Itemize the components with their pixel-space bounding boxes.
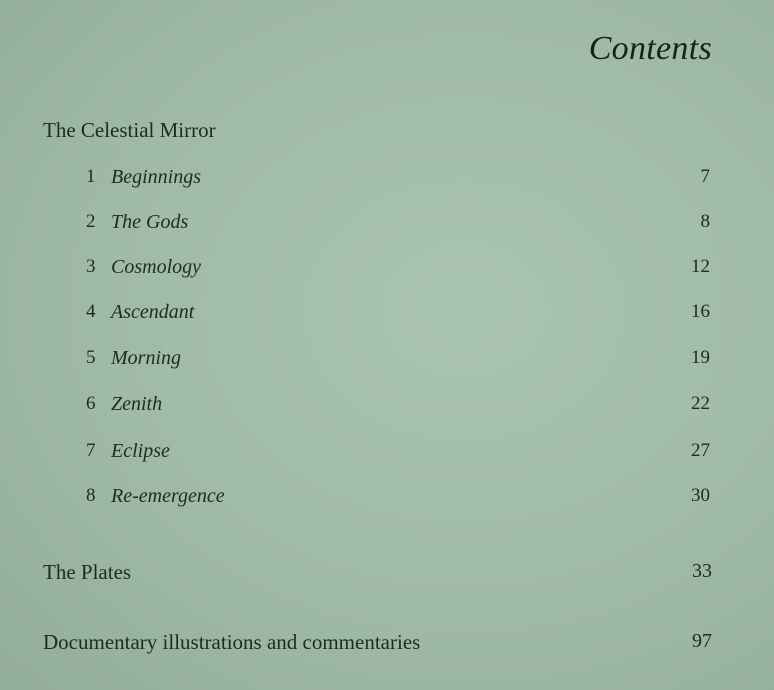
chapter-number: 8 (86, 485, 96, 506)
chapter-entry (0, 256, 774, 286)
documentary-page-number: 97 (692, 630, 712, 652)
chapter-title: Re-emergence (111, 485, 225, 507)
plates-label: The Plates (43, 560, 132, 584)
chapter-number: 5 (86, 347, 96, 368)
chapter-entry (0, 166, 774, 196)
chapter-title: Beginnings (111, 166, 201, 188)
chapter-page-number: 8 (700, 211, 710, 232)
chapter-title: Zenith (111, 393, 163, 415)
plates-page-number: 33 (692, 560, 712, 582)
chapter-page-number: 7 (700, 166, 710, 187)
chapter-number: 4 (86, 301, 96, 322)
page-title: Contents (588, 30, 712, 67)
chapter-entry (0, 211, 774, 241)
chapter-page-number: 30 (691, 485, 710, 506)
chapter-page-number: 27 (691, 440, 710, 461)
chapter-page-number: 19 (691, 347, 710, 368)
chapter-entry (0, 301, 774, 331)
chapter-number: 3 (86, 256, 96, 277)
chapter-title: Ascendant (111, 301, 195, 323)
documentary-label: Documentary illustrations and commentaries (43, 630, 421, 654)
chapter-title: The Gods (111, 211, 189, 233)
chapter-entry (0, 485, 774, 515)
plates-entry (0, 560, 774, 590)
chapter-entry (0, 347, 774, 377)
chapter-page-number: 16 (691, 301, 710, 322)
chapter-number: 1 (86, 166, 96, 187)
chapter-number: 6 (86, 393, 96, 414)
chapter-number: 2 (86, 211, 96, 232)
chapter-page-number: 22 (691, 393, 710, 414)
documentary-entry (0, 630, 774, 660)
chapter-page-number: 12 (691, 256, 710, 277)
chapter-entry (0, 393, 774, 423)
chapter-title: Eclipse (111, 440, 170, 462)
chapter-title: Morning (111, 347, 181, 369)
chapter-title: Cosmology (111, 256, 201, 278)
chapter-number: 7 (86, 440, 96, 461)
section-heading: The Celestial Mirror (43, 118, 216, 142)
chapter-entry (0, 440, 774, 470)
